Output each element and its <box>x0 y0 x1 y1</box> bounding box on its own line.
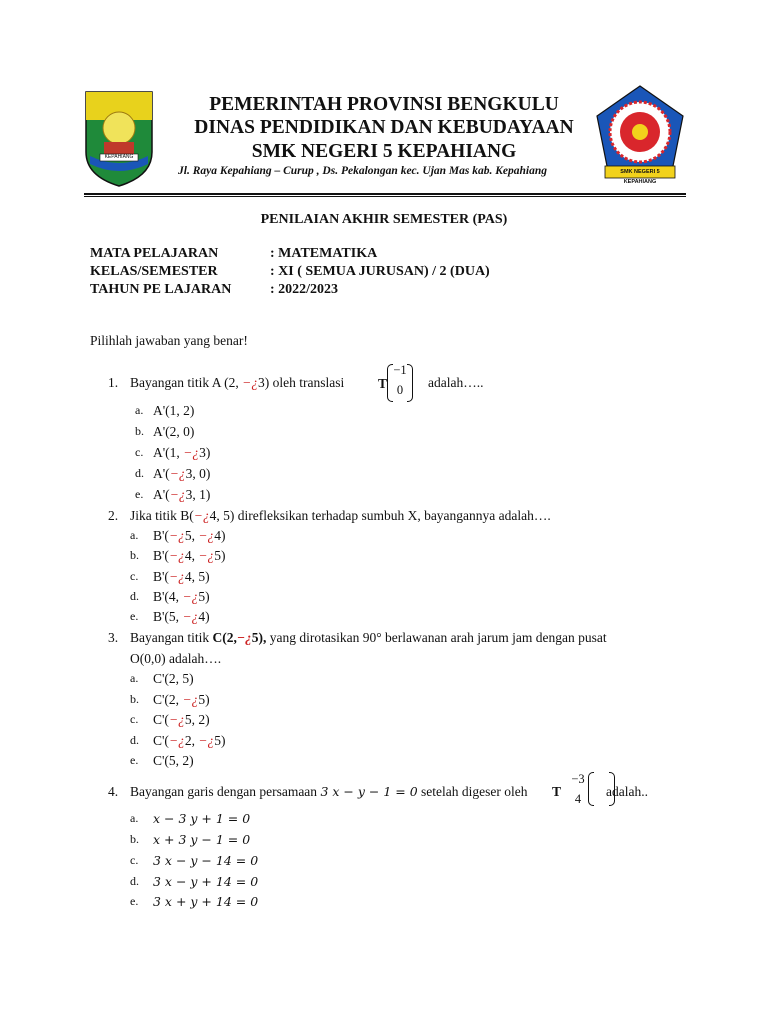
q4-vector-top: −3 <box>571 772 585 786</box>
q1-text-end: adalah….. <box>428 375 484 390</box>
q3-number: 3. <box>108 630 119 645</box>
header-rule <box>84 193 686 195</box>
q4-vector-bottom: 4 <box>574 792 582 806</box>
header-line-department: DINAS PENDIDIKAN DAN KEBUDAYAAN <box>194 117 574 138</box>
q1-vector-bracket-right <box>407 364 413 402</box>
q1-number: 1. <box>108 375 119 390</box>
q3-text-line2: O(0,0) adalah…. <box>130 651 222 666</box>
q4-vector-bracket-left <box>588 772 594 806</box>
info-label-subject: MATA PELAJARAN <box>90 246 219 261</box>
info-label-class: KELAS/SEMESTER <box>90 264 218 279</box>
q1-text: Bayangan titik A (2, −¿3) oleh translasi <box>130 375 345 390</box>
right-logo-banner: SMK NEGERI 5 KEPAHIANG <box>620 169 660 185</box>
q3-text: Bayangan titik C(2,−¿5), yang dirotasikan 90° berlawanan arah jarum jam dengan pusat <box>130 630 607 645</box>
exam-title: PENILAIAN AKHIR SEMESTER (PAS) <box>260 212 508 227</box>
header-address: Jl. Raya Kepahiang – Curup , Ds. Pekalongan kec. Ujan Mas kab. Kepahiang <box>178 165 548 177</box>
q4-number: 4. <box>108 784 119 799</box>
info-value-year: : 2022/2023 <box>270 282 339 297</box>
header-rule-thin <box>84 196 686 197</box>
q4-text-end: adalah.. <box>606 784 648 799</box>
info-value-class: : XI ( SEMUA JURUSAN) / 2 (DUA) <box>270 264 490 279</box>
q2-text: Jika titik B(−¿4, 5) direfleksikan terhadap sumbuh X, bayangannya adalah…. <box>130 508 551 523</box>
q4-translation-T: T <box>552 784 562 799</box>
q1-vector-bottom: 0 <box>396 383 404 397</box>
header-line-school: SMK NEGERI 5 KEPAHIANG <box>251 141 517 162</box>
header-line-province: PEMERINTAH PROVINSI BENGKULU <box>209 94 559 115</box>
info-label-year: TAHUN PE LAJARAN <box>90 282 232 297</box>
q1-vector-top: −1 <box>393 363 407 377</box>
left-logo-banner: KEPAHIANG <box>104 154 134 160</box>
info-value-subject: : MATEMATIKA <box>270 246 378 261</box>
q2-number: 2. <box>108 508 119 523</box>
q1-translation-T: T <box>378 376 388 391</box>
q4-text: Bayangan garis dengan persamaan 3 x − y − 1 = 0 setelah digeser oleh <box>130 784 528 799</box>
instruction: Pilihlah jawaban yang benar! <box>90 333 248 348</box>
